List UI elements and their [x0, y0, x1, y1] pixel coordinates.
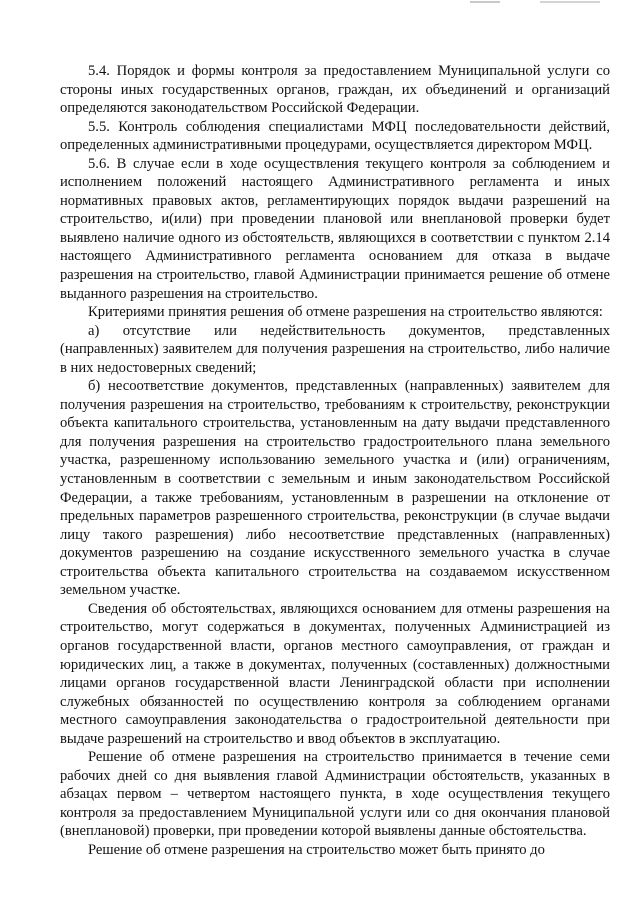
paragraph-decision-continued: Решение об отмене разрешения на строительство может быть принято до	[88, 841, 545, 858]
paragraph-criteria: Критериями принятия решения об отмене разрешения на строительство являются:	[88, 304, 603, 321]
document-body	[60, 62, 610, 860]
paragraph-5-5: 5.5. Контроль соблюдения специалистами МФЦ последовательности действий, определенных административными процедурами, осуществляется директором МФЦ.	[60, 118, 610, 154]
paragraph-criterion-b: б) несоответствие документов, представленных (направленных) заявителем для получения разрешения на строительство, требованиям к строительству, реконструкции объекта капитального строительства, установленным на дату выдачи представленного для получения разрешения на строительство градостроительного плана земельного участка, разрешенному использованию земельного участка и (или) ограничениям, установленным в соответствии с земельным и иным законодательством Российской Федерации, а также требованиям, установленным в разрешении на отклонение от предельных параметров разрешенного строительства, реконструкции (в случае выдачи лицу такого разрешения) либо несоответствие представленных (направленных) документов разрешению на создание искусственного земельного участка в случае строительства объекта капитального строительства на создаваемом искусственном земельном участке.	[60, 378, 610, 599]
paragraph-information-sources: Сведения об обстоятельствах, являющихся основанием для отмены разрешения на строительство, могут содержаться в документах, полученных Администрацией из органов государственной власти, органов местного самоуправления, от граждан и юридических лиц, а также в документах, полученных (составленных) должностными лицами органов государственной власти Ленинградской области при исполнении служебных обязанностей по осуществлению контроля за соблюдением органами местного самоуправления законодательства о градостроительной деятельности при выдаче разрешений на строительство и ввод объектов в эксплуатацию.	[60, 600, 610, 747]
paragraph-decision-timeline: Решение об отмене разрешения на строительство принимается в течение семи рабочих дней со дня выявления главой Администрации обстоятельств, указанных в абзацах первом – четвертом настоящего пункта, в ходе осуществления текущего контроля за предоставлением Муниципальной услуги или со дня окончания плановой (внеплановой) проверки, при проведении которой выявлены данные обстоятельства.	[60, 749, 610, 840]
scan-mark	[470, 1, 500, 3]
paragraph-5-6: 5.6. В случае если в ходе осуществления текущего контроля за соблюдением и исполнением положений настоящего Административного регламента и иных нормативных правовых актов, регламентирующих порядок выдачи разрешений на строительство, и(или) при проведении плановой или внеплановой проверки будет выявлено наличие одного из обстоятельств, являющихся в соответствии с пунктом 2.14 настоящего Административного регламента основанием для отказа в выдаче разрешения на строительство, главой Администрации принимается решение об отмене выданного разрешения на строительство.	[60, 155, 610, 302]
scan-mark	[540, 1, 600, 3]
paragraph-criterion-a: а) отсутствие или недействительность документов, представленных (направленных) заявителем для получения разрешения на строительство, либо наличие в них недостоверных сведений;	[60, 322, 610, 376]
paragraph-5-4: 5.4. Порядок и формы контроля за предоставлением Муниципальной услуги со стороны иных государственных органов, граждан, их объединений и организаций определяются законодательством Российской Федерации.	[60, 63, 610, 117]
scan-artifact	[0, 0, 640, 6]
